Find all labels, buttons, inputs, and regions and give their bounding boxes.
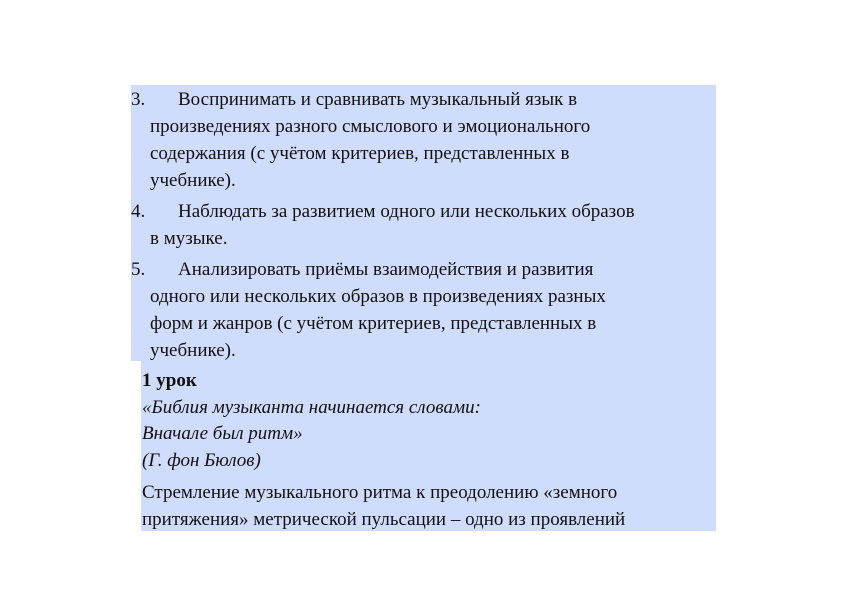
objective-line: учебнике). (150, 170, 236, 191)
epigraph-line: «Библия музыканта начинается словами: (142, 397, 481, 418)
objective-line: Анализировать приёмы взаимодействия и развития (178, 259, 594, 280)
objective-item-4 (131, 198, 711, 252)
objective-line: учебнике). (150, 340, 236, 361)
objective-item-3 (131, 86, 711, 194)
objective-number: 3. (131, 89, 146, 110)
body-text-line: Стремление музыкального ритма к преодолению «земного (142, 482, 618, 503)
objective-number: 4. (131, 201, 146, 222)
objective-line: форм и жанров (с учётом критериев, представленных в (150, 313, 597, 334)
objective-item-5 (131, 256, 711, 364)
body-text-line: притяжения» метрической пульсации – одно из проявлений (142, 509, 626, 530)
objective-line: в музыке. (150, 228, 228, 249)
epigraph-author: (Г. фон Бюлов) (142, 450, 261, 471)
epigraph-line: Вначале был ритм» (142, 423, 303, 444)
lesson-title: 1 урок (142, 370, 197, 391)
objective-line: Наблюдать за развитием одного или нескольких образов (178, 201, 635, 222)
objective-line: Воспринимать и сравнивать музыкальный язык в (178, 89, 578, 110)
objective-line: произведениях разного смыслового и эмоционального (150, 116, 591, 137)
objective-line: содержания (с учётом критериев, представленных в (150, 143, 570, 164)
objective-line: одного или нескольких образов в произведениях разных (150, 286, 606, 307)
objective-number: 5. (131, 259, 146, 280)
